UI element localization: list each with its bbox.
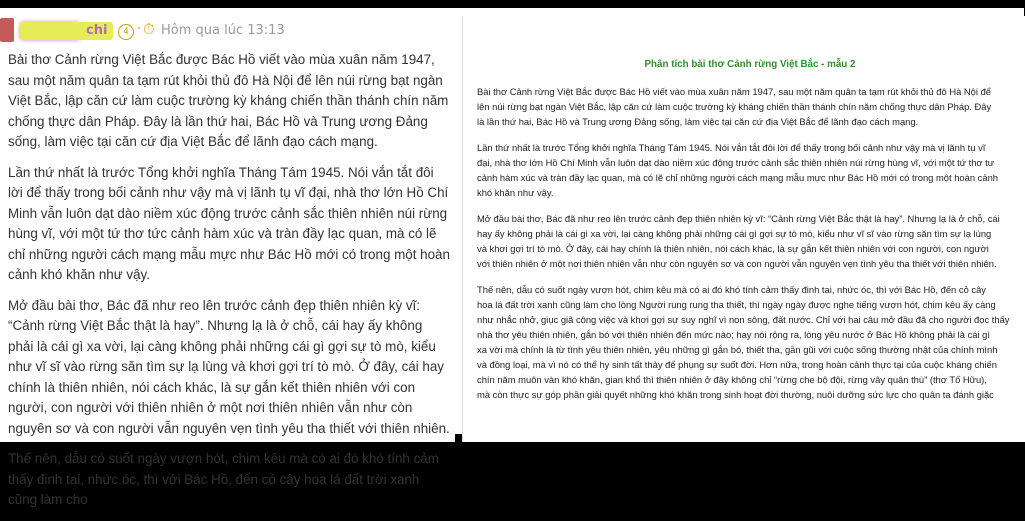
post-panel (0, 16, 455, 507)
separator-dot: · (137, 22, 142, 37)
article-line: mà còn thực sự góp phần giải quyết những khó khăn trong sinh hoạt đời thường, nuôi dưỡng sức lực cho quân ta đánh giặc (477, 389, 994, 400)
username-text: chi (86, 23, 108, 38)
article-paragraph (477, 282, 1023, 402)
article-line: nhà thơ yêu thiên nhiên, gắn bó với thiên nhiên đến mức nào; hay nói rộng ra, lòng yêu nước ở Bác Hồ không phải là cái gì (477, 329, 990, 340)
post-paragraph: Bài thơ Cảnh rừng Việt Bắc được Bác Hồ viết vào mùa xuân năm 1947, sau một năm quân ta tạm rút khỏi thủ đô Hà Nội để lên núi rừng bạt ngàn Việt Bắc, lập căn cứ làm cuộc trường kỳ kháng chiến thần thánh chín năm chống thực dân Pháp. Đây là lần thứ hai, Bác Hồ và Trung ương Đảng sống, làm việc tại căn cứ địa Việt Bắc để lãnh đạo cách mạng. (8, 52, 449, 149)
post-header (0, 16, 455, 50)
article-line: là lần thứ hai, Bác Hồ và Trung ương Đảng sống, làm việc tại căn cứ địa Việt Bắc để lãnh đạo cách mạng. (477, 116, 919, 127)
article-paragraph (477, 84, 1023, 129)
article-line: chín năm muôn vàn khó khăn, gian khổ thì thiên nhiên ở đây không chỉ “rừng che bộ đội, rừng vây quân thù” (thơ Tố Hữu), (477, 374, 987, 385)
article-line: đại, nhà thơ lớn Hồ Chí Minh vẫn luôn dạt dào niềm xúc động trước cảnh sắc thiên nhiên núi rừng hùng vĩ, với một tứ thơ tư (477, 157, 995, 168)
article-line: lên núi rừng bạt ngàn Việt Bắc, lập căn cứ làm cuộc trường kỳ kháng chiến thần thánh chín năm chống thực dân Pháp. Đây (477, 101, 992, 112)
article-line: hay ấy không phải là cái gì xa vời, lại càng không phải những cái gì gợi sự tò mò, kiểu như vĩ sĩ vào rừng săn tìm sự lạ lùng (477, 228, 992, 239)
post-paragraph: Thế nên, dẫu có suốt ngày vượn hót, chim kêu mà có ai đó khó tính cảm thấy đinh tai, nhức óc, thì với Bác Hồ, đến cỏ cây hoa lá đất trời xanh cũng làm cho (8, 451, 439, 507)
article-paragraph (477, 140, 1023, 200)
article-line: Lần thứ nhất là trước Tổng khởi nghĩa Tháng Tám 1945. Nói vắn tắt đôi lời để thấy trong bối cảnh như vậy mà vị lãnh tụ vĩ (477, 142, 986, 153)
article-line: cảnh hàm xúc và tràn đầy lạc quan, mà có lẽ chỉ những người cách mạng mẫu mực như Bác Hồ mới có trong một hoàn cảnh (477, 172, 998, 183)
post-timestamp[interactable]: Hôm qua lúc 13:13 (161, 23, 285, 38)
article-line: Mở đầu bài thơ, Bác đã như reo lên trước cảnh đẹp thiên nhiên kỳ vĩ: “Cảnh rừng Việt Bắc thật là hay”. Nhưng lạ là ở chỗ, cái (477, 213, 1000, 224)
post-paragraph: Mở đầu bài thơ, Bác đã như reo lên trước cảnh đẹp thiên nhiên kỳ vĩ: “Cảnh rừng Việt Bắc thật là hay”. Nhưng lạ là ở chỗ, cái hay ấy không phải là cái gì xa vời, lại càng không phải những cái gì gợi sự tò mò, kiểu như vĩ sĩ vào rừng săn tìm sự lạ lùng và khơi gợi trí tò mò. Ở đây, cái hay chính là thiên nhiên, nói cách khác, là sự gắn kết thiên nhiên với con người, con người với thiên nhiên ở một nơi thiên nhiên vẫn như còn nguyên sơ và con người vẫn nguyên vẹn tình yêu tha thiết với thiên nhiên. (8, 297, 450, 436)
article-line: như nhắc nhở, giục giã công việc và khơi gợi sự suy nghĩ vì non sông, đất nước. Chỉ với hai câu mở đầu đã cho người đọc thấy (477, 314, 1010, 325)
article-paragraph (477, 211, 1023, 271)
post-paragraph: Lần thứ nhất là trước Tổng khởi nghĩa Tháng Tám 1945. Nói vắn tắt đôi lời để thấy trong bối cảnh như vậy mà vị lãnh tụ vĩ đại, nhà thơ lớn Hồ Chí Minh vẫn luôn dạt dào niềm xúc động trước cảnh sắc thiên nhiên núi rừng hùng vĩ, với một tứ thơ tức cảnh hàm xúc và tràn đầy lạc quan, mà có lẽ chỉ những người cách mạng mẫu mực như Bác Hồ mới có trong một hoàn cảnh khó khăn như vậy. (8, 164, 450, 282)
username-link[interactable] (20, 22, 113, 40)
article-line: với thiên nhiên ở một nơi thiên nhiên vẫn như còn nguyên sơ và con người vẫn nguyên vẹn tình yêu tha thiết với thiên nhiên. (477, 258, 997, 269)
timer-icon: ⏱ (143, 20, 155, 38)
post-body (8, 50, 451, 521)
article-line: xa vời mà chính là từ tình yêu thiên nhiên, yêu những gì gắn bó, thiết tha, gần gũi với cuộc sống thường nhật của chính mình (477, 344, 998, 355)
level-badge: 4 (118, 24, 134, 40)
avatar[interactable] (0, 18, 14, 42)
attached-article-image[interactable] (462, 16, 1025, 442)
article-title: Phân tích bài thơ Cảnh rừng Việt Bắc - mẫu 2 (644, 59, 856, 70)
article-line: hoa lá đất trời xanh cũng làm cho lòng Người rung rung tha thiết, thì ngày ngày được nghe tiếng vượn hót, chim kêu ấy càng (477, 299, 996, 310)
article-line: và khơi gợi trí tò mò. Ở đây, cái hay chính là thiên nhiên, nói cách khác, là sự gắn kết thiên nhiên với con người, con người (477, 243, 989, 254)
article-line: Thế nên, dẫu có suốt ngày vượn hót, chim kêu mà có ai đó khó tính cảm thấy đinh tai, nhức óc, thì với Bác Hồ, đến cỏ cây (477, 284, 986, 295)
article-line: khó khăn như vậy. (477, 187, 554, 198)
article-content (477, 59, 1023, 413)
article-line: Bài thơ Cảnh rừng Việt Bắc được Bác Hồ viết vào mùa xuân năm 1947, sau một năm quân ta tạm rút khỏi thủ đô Hà Nội để (477, 86, 992, 97)
article-line: và đồng loại, mà vì nó có thể hy sinh tất thảy để phụng sự suốt đời. Hơn nữa, trong hoàn cảnh thực tại của cuộc kháng chiến (477, 359, 997, 370)
